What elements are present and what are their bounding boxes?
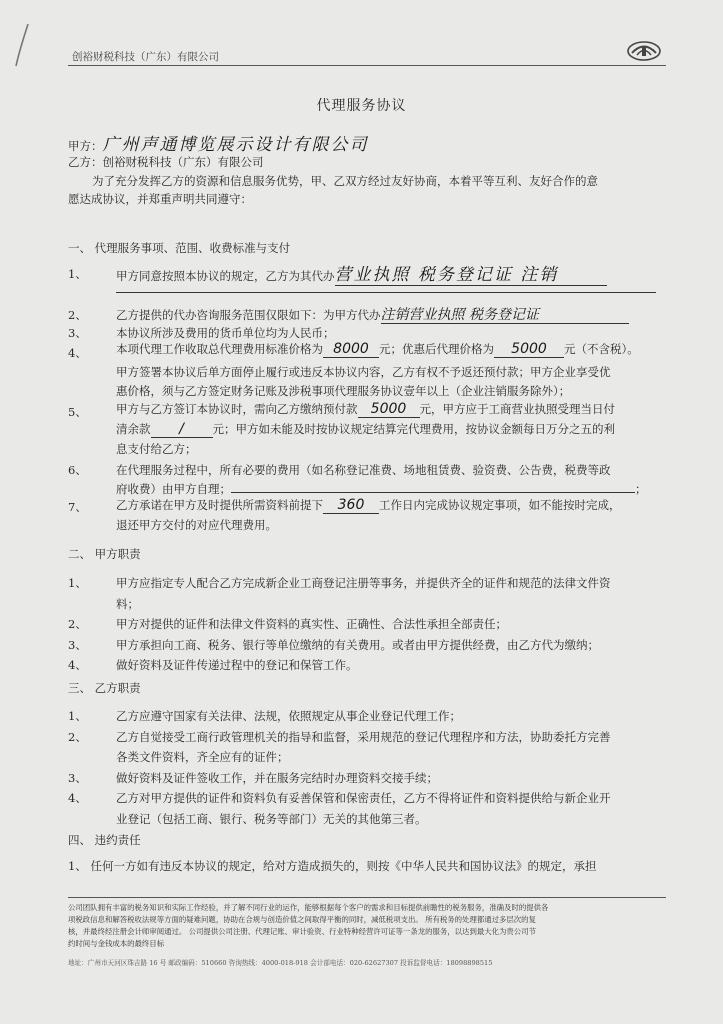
s1-item4-a: 本项代理工作收取总代理费用标准价格为 xyxy=(116,342,323,356)
s1-item4-line1 xyxy=(116,341,639,358)
s1-item7-line2: 退还甲方交付的对应代理费用。 xyxy=(116,518,277,532)
s1-item5-b: 元，甲方应于工商营业执照受理当日付 xyxy=(419,402,615,416)
footer-address: 地址：广州市天河区珠吉路 16 号 邮政编码：510660 咨询热线：4000-018-918 会计部电话：020-62627307 投诉监督电话：18098898515 xyxy=(68,959,493,967)
footer-line-2: 项税政信息和解答税收法规等方面的疑难问题，协助在合规与创造价值之间取得平衡的同时，减低税项支出。 所有税务的处理都通过多层次的复 xyxy=(68,915,536,924)
s1-item7-b: 工作日内完成协议规定事项，如不能按时完成， xyxy=(379,498,621,512)
s2-item-text: 做好资料及证件传递过程中的登记和保管工作。 xyxy=(116,658,358,672)
s1-item2-body xyxy=(116,307,629,324)
s1-item3-text: 本协议所涉及费用的货币单位均为人民币； xyxy=(116,326,335,340)
s3-item-text: 乙方应遵守国家有关法律、法规，依照规定从事企业登记代理工作； xyxy=(116,709,461,723)
s1-item1-handwritten: 营业执照 税务登记证 注销 xyxy=(335,266,607,286)
party-b-label: 乙方： xyxy=(68,155,103,169)
s1-item3-num: 3、 xyxy=(68,326,87,340)
s1-item5-line3: 息支付给乙方； xyxy=(116,442,197,456)
s1-item5-balance: / xyxy=(151,422,213,438)
s1-item5-line1 xyxy=(116,401,615,418)
s2-item-num: 1、 xyxy=(68,576,87,590)
header-company-name: 创裕财税科技（广东）有限公司 xyxy=(72,51,219,63)
s1-item4-price: 8000 xyxy=(323,342,379,358)
s1-item1-text: 甲方同意按照本协议的规定，乙方为其代办 xyxy=(116,269,335,283)
footer-line-1: 公司团队拥有丰富的税务知识和实际工作经验，并了解不同行业的运作，能够根据每个客户的需求和目标提供前瞻性的税务服务，准确及时的提供各 xyxy=(68,903,549,912)
s1-item6-b: 府收费）由甲方自理； xyxy=(116,482,231,496)
s3-item-text: 各类文件资料，齐全应有的证件； xyxy=(116,750,289,764)
footer-line-3: 核，并最终经注册会计师审阅通过。 公司提供公司注册、代理记账、审计验资、行业特种经营许可证等一条龙的服务，以达到最大化为贵公司节 xyxy=(68,927,536,936)
s1-item4-b: 元；优惠后代理价格为 xyxy=(379,342,494,356)
s1-item7-days: 360 xyxy=(323,498,379,514)
s3-item-text: 乙方对甲方提供的证件和资料负有妥善保管和保密责任，乙方不得将证件和资料提供给与新企业开 xyxy=(116,791,611,805)
s1-item1-num: 1、 xyxy=(68,267,87,281)
s1-item4-line2: 甲方签署本协议后单方面停止履行或违反本协议内容，乙方有权不予返还预付款；甲方企业享受优 xyxy=(116,365,611,379)
s2-item-num: 4、 xyxy=(68,658,87,672)
section-1-title: 一、 代理服务事项、范围、收费标准与支付 xyxy=(68,241,291,255)
s1-item5-a: 甲方与乙方签订本协议时，需向乙方缴纳预付款 xyxy=(116,402,358,416)
s1-item7-line1 xyxy=(116,497,621,514)
s2-item-text: 料； xyxy=(116,596,139,611)
s1-item6-line2 xyxy=(116,481,647,497)
section-3-title: 三、 乙方职责 xyxy=(68,681,141,695)
s1-item6-num: 6、 xyxy=(68,463,87,477)
party-a-line xyxy=(68,130,369,155)
s1-item5-line2 xyxy=(116,421,615,438)
s2-item-num: 3、 xyxy=(68,637,87,652)
s1-item2-text: 乙方提供的代办咨询服务范围仅限如下：为甲方代办 xyxy=(116,308,381,322)
s1-item5-d: 元；甲方如未能及时按协议规定结算完代理费用，按协议金额每日万分之五的利 xyxy=(212,422,615,436)
footer-divider xyxy=(68,897,666,898)
s1-item4-c: 元（不含税）。 xyxy=(564,342,639,356)
party-b-line xyxy=(68,154,264,170)
document-title: 代理服务协议 xyxy=(316,98,407,114)
footer-line-4: 约时间与金钱成本的最终目标 xyxy=(68,939,165,948)
s4-item1: 1、 任何一方如有违反本协议的规定，给对方造成损失的，则按《中华人民共和国协议法》的规定，承担 xyxy=(68,859,597,873)
s3-item-num: 1、 xyxy=(68,709,87,723)
company-logo-icon xyxy=(624,38,664,62)
section-2-title: 二、 甲方职责 xyxy=(68,547,141,561)
s1-item5-prepay: 5000 xyxy=(358,402,420,418)
s1-item1 xyxy=(68,266,87,282)
s3-item-num: 3、 xyxy=(68,770,87,785)
party-a-label: 甲方： xyxy=(68,139,103,153)
s1-item5-c: 清余款 xyxy=(116,422,151,436)
s1-item6-blank xyxy=(231,492,635,493)
s3-item-num: 4、 xyxy=(68,791,87,805)
s2-item-text: 甲方对提供的证件和法律文件资料的真实性、正确性、合法性承担全部责任； xyxy=(116,617,507,631)
s1-item1-blank-line xyxy=(116,292,656,293)
s2-item-text: 甲方承担向工商、税务、银行等单位缴纳的有关费用。或者由甲方提供经费，由乙方代为缴纳； xyxy=(116,637,599,652)
pen-stroke-mark xyxy=(10,20,34,70)
s1-item6-end: ； xyxy=(635,482,647,496)
party-a-name-handwritten: 广州声通博览展示设计有限公司 xyxy=(102,135,369,155)
s1-item6-line1: 在代理服务过程中，所有必要的费用（如名称登记准费、场地租赁费、验资费、公告费，税费等政 xyxy=(116,463,611,477)
s3-item-text: 乙方自觉接受工商行政管理机关的指导和监督，采用规范的登记代理程序和方法，协助委托方完善 xyxy=(116,729,611,744)
section-4-title: 四、 违约责任 xyxy=(68,833,141,847)
s1-item2-num: 2、 xyxy=(68,308,87,322)
header-divider xyxy=(68,65,666,66)
s3-item-num: 2、 xyxy=(68,729,87,744)
s1-item7-num: 7、 xyxy=(68,500,87,514)
party-b-name: 创裕财税科技（广东）有限公司 xyxy=(102,155,264,169)
s1-item2-handwritten: 注销营业执照 税务登记证 xyxy=(381,308,629,324)
s3-item-text: 做好资料及证件签收工作，并在服务完结时办理资料交接手续； xyxy=(116,770,438,785)
s2-item-num: 2、 xyxy=(68,617,87,631)
s1-item1-body xyxy=(116,266,607,286)
intro-line-1: 为了充分发挥乙方的资源和信息服务优势，甲、乙双方经过友好协商，本着平等互利、友好合作的意 xyxy=(92,174,598,188)
s1-item5-num: 5、 xyxy=(68,405,87,419)
s1-item4-discount: 5000 xyxy=(494,342,564,358)
s1-item7-a: 乙方承诺在甲方及时提供所需资料前提下 xyxy=(116,498,323,512)
s1-item4-line3: 惠价格，须与乙方签定财务记账及涉税事项代理服务协议壹年以上（企业注销服务除外）； xyxy=(116,384,571,398)
s2-item-text: 甲方应指定专人配合乙方完成新企业工商登记注册等事务，并提供齐全的证件和规范的法律文件资 xyxy=(116,576,611,590)
s1-item4-num: 4、 xyxy=(68,346,87,360)
intro-line-2: 愿达成协议，并郑重声明共同遵守： xyxy=(68,192,252,206)
s3-item-text: 业登记（包括工商、银行、税务等部门）无关的其他第三者。 xyxy=(116,811,427,826)
